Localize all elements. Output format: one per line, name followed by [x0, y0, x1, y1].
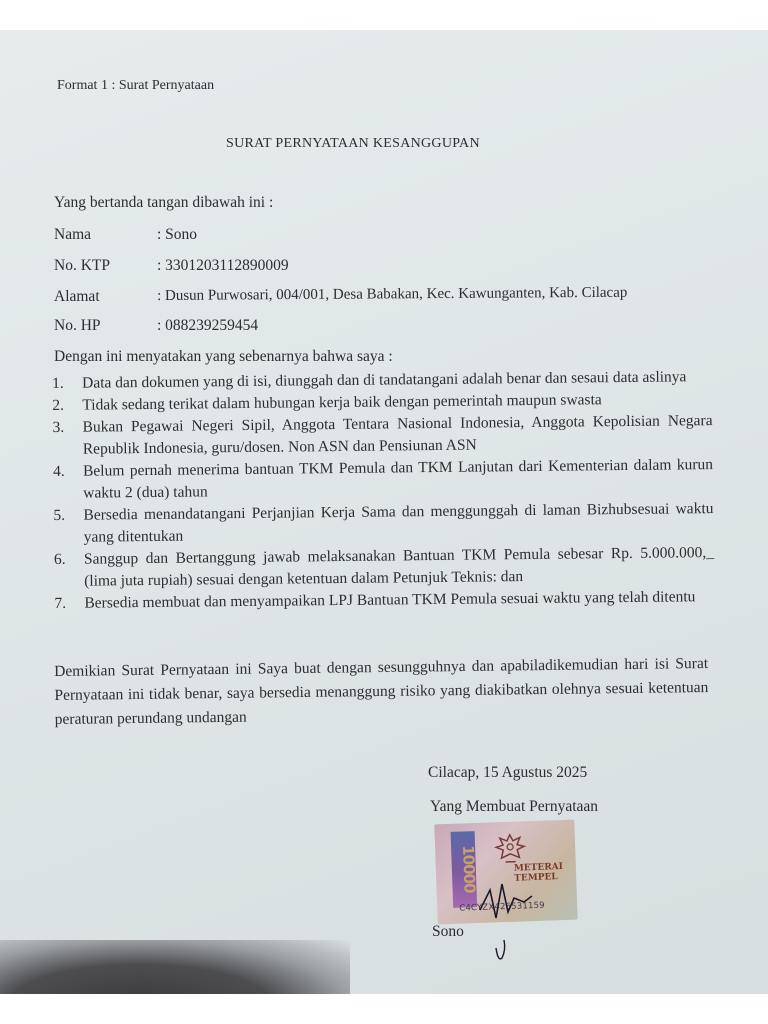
statement-text: Dengan ini menyatakan yang sebenarnya bahwa saya :: [54, 348, 393, 365]
list-item: [52, 410, 712, 461]
signer-name: Sono: [432, 923, 464, 940]
format-label: Format 1 : Surat Pernyataan: [57, 78, 215, 93]
list-number: 5.: [53, 506, 66, 524]
list-text: Bersedia menandatangani Perjanjian Kerja Sama dan menggunggah di laman Bizhubsesuai waktu yang ditentukan: [83, 500, 714, 546]
closing-paragraph: Demikian Surat Pernyataan ini Saya buat dengan sesungguhnya dan apabiladikemudian hari isi Surat Pernyataan ini tidak benar, saya bersedia menanggung risiko yang diakibatkan olehnya sesuai ketentuan peraturan perundang undangan: [54, 655, 709, 728]
list-text: Bersedia membuat dan menyampaikan LPJ Bantuan TKM Pemula sesuai waktu yang telah ditentu: [84, 588, 696, 612]
list-item: [54, 542, 714, 593]
list-number: 7.: [54, 594, 67, 612]
field-label-hp: No. HP: [54, 317, 101, 334]
field-value-ktp: : 3301203112890009: [157, 257, 289, 274]
list-number: 4.: [52, 462, 65, 480]
list-number: 6.: [53, 550, 66, 568]
list-item: [53, 498, 713, 549]
statement-list: [52, 366, 714, 615]
list-number: 2.: [52, 396, 65, 414]
stamp-serial: C4CYZX426531159: [459, 900, 546, 914]
document-title: SURAT PERNYATAAN KESANGGUPAN: [226, 136, 480, 151]
list-number: 1.: [52, 374, 64, 392]
place-date: Cilacap, 15 Agustus 2025: [428, 764, 588, 781]
list-number: 3.: [52, 418, 65, 436]
list-text: Belum pernah menerima bantuan TKM Pemula dan TKM Lanjutan dari Kementerian dalam kurun waktu 2 (dua) tahun: [82, 456, 714, 502]
maker-label: Yang Membuat Pernyataan: [430, 798, 599, 815]
list-text: Bukan Pegawai Negeri Sipil, Anggota Tentara Nasional Indonesia, Anggota Kepolisian Negara Republik Indonesia, guru/dosen. Non ASN dan Pensiunan ASN: [82, 412, 713, 458]
list-text: Data dan dokumen yang di isi, diunggah dan di tandatangani adalah benar dan sesaui data aslinya: [82, 368, 687, 392]
document-photo: [0, 30, 768, 994]
stamp-word-line1: METERAI: [513, 862, 564, 874]
field-value-alamat: : Dusun Purwosari, 004/001, Desa Babakan, Kec. Kawunganten, Kab. Cilacap: [157, 284, 628, 304]
field-label-nama: Nama: [54, 226, 92, 243]
field-value-nama: : Sono: [157, 226, 198, 243]
finger-shadow: [0, 940, 350, 994]
field-label-ktp: No. KTP: [54, 257, 110, 274]
field-value-hp: : 088239259454: [157, 317, 259, 334]
intro-text: Yang bertanda tangan dibawah ini :: [54, 194, 274, 211]
signature-scribble: [440, 840, 590, 970]
field-label-alamat: Alamat: [54, 288, 100, 305]
list-text: Sanggup dan Bertanggung jawab melaksanakan Bantuan TKM Pemula sebesar Rp. 5.000.000,_ (lima juta rupiah) sesuai dengan ketentuan dalam Petunjuk Teknis: dan: [83, 544, 715, 590]
stamp-word-line2: TEMPEL: [514, 872, 558, 884]
list-text: Tidak sedang terikat dalam hubungan kerja baik dengan pemerintah maupun swasta: [82, 391, 602, 414]
list-item: [53, 454, 713, 505]
stamp-digits: 10000: [459, 845, 479, 894]
